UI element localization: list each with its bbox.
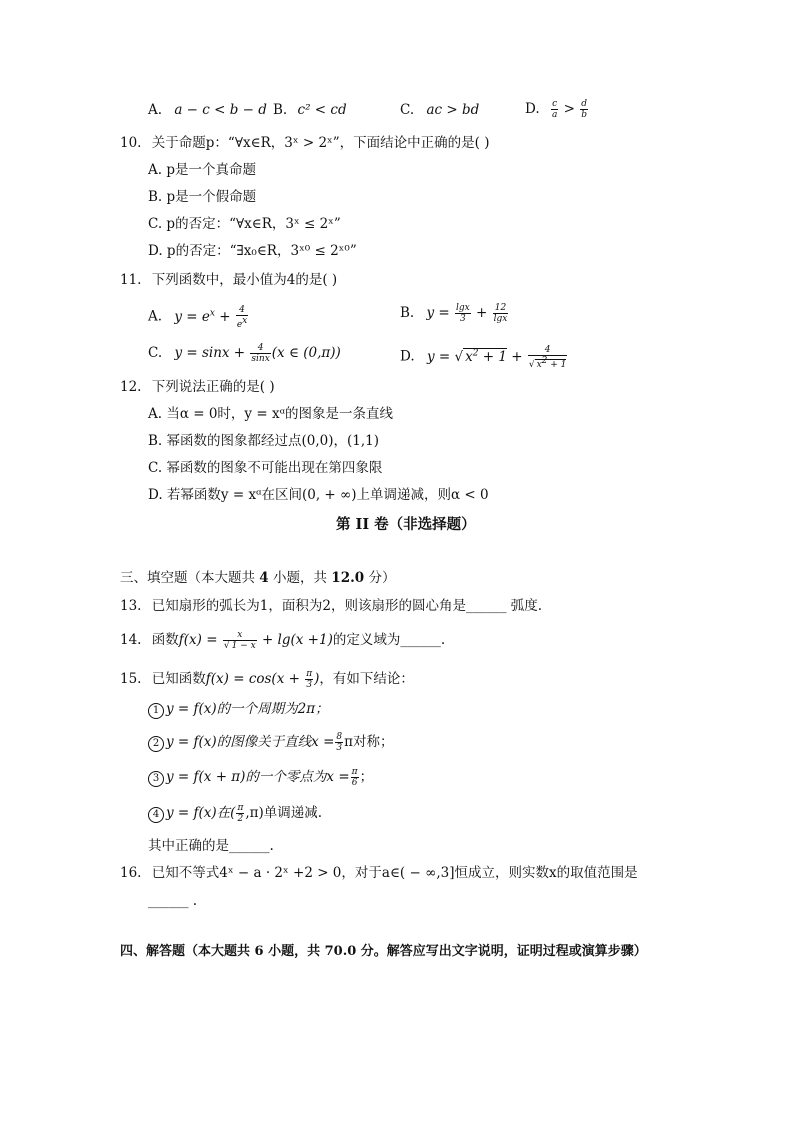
q16-blank: ______ .: [148, 893, 198, 909]
q11-option-d: [400, 340, 568, 370]
circled-4-icon: 4: [148, 807, 164, 823]
q15-item-4: 4 y = f(x)在( $\frac{\pi}{2}$ ,π)单调递减.: [148, 800, 322, 826]
q10-stem: [120, 133, 490, 153]
q9-option-c: [400, 100, 479, 120]
q14-pre: 函数: [151, 632, 179, 648]
q10-number: 10.: [120, 135, 142, 151]
q15-item-2: 2 y = f(x)的图像关于直线x = $\frac{8}{3}$ π对称；: [148, 729, 394, 755]
q12-option-a: A. 当α = 0时，y = xᵅ的图象是一条直线: [148, 406, 393, 422]
q11-option-d-expr: y = √ $x^2 + 1$ + $\frac{4}{√ x^2 + 1}$: [426, 344, 567, 370]
section3-score: 12.0: [331, 570, 365, 586]
q15-conclusion: 其中正确的是______.: [148, 838, 274, 854]
q15-post: ，有如下结论：: [319, 671, 414, 687]
q12-option-d: D. 若幂函数y = xᵅ在区间(0, + ∞)上单调递减，则α < 0: [148, 487, 489, 503]
q15-item-3-post: ；: [359, 769, 374, 785]
circled-1-icon: 1: [148, 703, 164, 719]
q9-option-d-label: D.: [525, 101, 540, 117]
q10-option-c: C. p的否定：“∀x∈R，3ˣ ≤ 2ˣ”: [148, 216, 341, 232]
q14-function: f(x) = $\frac{x}{√ 1 - x}$ + lg(x +1): [178, 630, 333, 651]
q9-option-b-label: B.: [273, 102, 288, 118]
q14: [120, 626, 445, 654]
q13: [120, 596, 542, 616]
q9-option-b-expr: c² < cd: [297, 102, 347, 118]
q11-option-a: [148, 300, 249, 330]
q9-option-c-expr: ac > bd: [426, 102, 480, 118]
section3-heading-suffix: 分）: [364, 570, 396, 586]
q15-number: 15.: [120, 671, 142, 687]
q14-number: 14.: [120, 632, 142, 648]
q11-option-a-label: A.: [148, 308, 163, 325]
q11-option-c-label: C.: [148, 345, 163, 361]
q15-stem: [120, 665, 414, 693]
q15-item-2-pre: y = f(x)的图像关于直线x =: [166, 734, 335, 750]
q11-stem-text: 下列函数中，最小值为4的是( ): [151, 272, 338, 288]
q9-option-a-expr: a − c < b − d: [174, 102, 267, 118]
section3-count: 4: [259, 570, 269, 586]
q11-option-c: [148, 340, 341, 366]
q15-function: f(x) = cos(x + $\frac{\pi}{3}$ ): [205, 669, 320, 690]
section3-heading-mid: 小题，共: [268, 570, 332, 586]
q10-stem-text: 关于命题p：“∀x∈R，3ˣ > 2ˣ”，下面结论中正确的是( ): [151, 135, 490, 151]
q9-option-a-label: A.: [148, 102, 163, 118]
q11-option-b-label: B.: [400, 305, 415, 321]
q10-option-d: D. p的否定：“∃x₀∈R，3ˣ⁰ ≤ 2ˣ⁰”: [148, 243, 357, 259]
q15-item-3: 3 y = f(x + π)的一个零点为x = $\frac{\pi}{6}$ ；: [148, 764, 373, 790]
q9-option-d: [525, 96, 589, 122]
q13-text: 已知扇形的弧长为1，面积为2，则该扇形的圆心角是______ 弧度.: [151, 598, 543, 614]
q11-option-b-expr: y = $\frac{\lg x}{3}$ + $\frac{12}{\lg x}$: [426, 303, 508, 324]
q12-option-b: B. 幂函数的图象都经过点(0,0)，(1,1): [148, 433, 380, 449]
circled-3-icon: 3: [148, 771, 164, 787]
q15-item-4-pre: y = f(x)在(: [166, 805, 236, 821]
q15-pre: 已知函数: [151, 671, 206, 687]
section3-heading: [120, 568, 395, 588]
q15-item-1-text: y = f(x)的一个周期为2π；: [166, 701, 329, 717]
q13-number: 13.: [120, 598, 142, 614]
section3-heading-prefix: 三、填空题（本大题共: [120, 570, 260, 586]
q11-option-b: [400, 300, 509, 326]
part2-title: 第 II 卷（非选择题）: [336, 516, 476, 533]
q15-item-2-post: π对称；: [344, 734, 394, 750]
q11-option-a-expr: $y = e^x$ + $\frac{4}{e^x}$: [174, 304, 248, 330]
q14-post: 的定义域为______.: [332, 632, 446, 648]
q11-number: 11.: [120, 272, 142, 288]
q15-item-4-post: ,π)单调递减.: [245, 805, 323, 821]
q16-number: 16.: [120, 865, 142, 881]
q12-stem: [120, 377, 275, 397]
q9-option-a: [148, 100, 267, 120]
q9-option-d-expr: $\frac{c}{a}$ > $\frac{d}{b}$: [551, 99, 587, 120]
q10-option-b: B. p是一个假命题: [148, 189, 257, 205]
q11-stem: [120, 270, 337, 290]
q16-text: 已知不等式4ˣ − a · 2ˣ +2 > 0，对于a∈( − ∞,3]恒成立，则实数x的取值范围是: [151, 865, 638, 881]
q11-option-d-label: D.: [400, 348, 415, 365]
q11-option-c-expr: y = sinx + $\frac{4}{\sin x}$ (x ∈ (0,π)): [174, 343, 341, 364]
q9-option-c-label: C.: [400, 102, 415, 118]
q15-item-1: [148, 699, 329, 719]
q16: [120, 863, 638, 883]
q12-number: 12.: [120, 379, 142, 395]
section4-heading: 四、解答题（本大题共 6 小题，共 70.0 分。解答应写出文字说明，证明过程或演算步骤）: [120, 944, 647, 959]
q10-option-a: A. p是一个真命题: [148, 162, 256, 178]
circled-2-icon: 2: [148, 736, 164, 752]
q12-option-c: C. 幂函数的图象不可能出现在第四象限: [148, 460, 383, 476]
q15-item-3-pre: y = f(x + π)的一个零点为x =: [166, 769, 350, 785]
q12-stem-text: 下列说法正确的是( ): [151, 379, 275, 395]
q9-option-b: [273, 100, 347, 120]
